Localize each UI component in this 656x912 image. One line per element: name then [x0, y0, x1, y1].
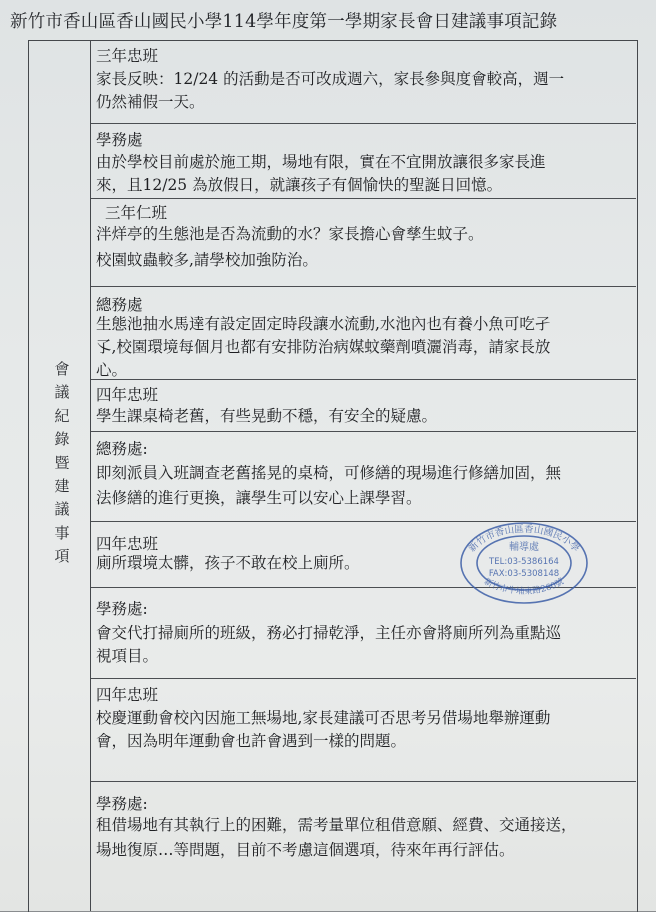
- entry-line: 泮烊亭的生態池是否為流動的水？家長擔心會孳生蚊子。: [96, 225, 484, 243]
- stamp-ring-text: 新竹市香山區香山國民小學: [466, 523, 582, 555]
- stamp-address: 新竹市牛埔東路260號: [482, 576, 566, 597]
- entry-body: [96, 405, 634, 428]
- entry-line: 由於學校目前處於施工期，場地有限，實在不宜開放讓很多家長進: [96, 153, 546, 171]
- entry-heading: 四年忠班: [96, 386, 159, 404]
- stamp-fax: FAX:03-5308148: [488, 569, 560, 579]
- entry-line: 會，因為明年運動會也許會遇到一樣的問題。: [96, 732, 407, 750]
- entry-body: [96, 223, 634, 272]
- entry-row: [91, 40, 636, 124]
- side-label-char: 項: [54, 547, 70, 566]
- entry-line: 即刻派員入班調查老舊搖晃的桌椅，可修繕的現場進行修繕加固，無: [96, 464, 562, 482]
- entry-body: [96, 707, 634, 753]
- entry-row: [91, 432, 636, 522]
- entry-line: 來，且12/25 為放假日，就讓孩子有個愉快的聖誕日回憶。: [96, 176, 503, 194]
- stamp-tel: TEL:03-5386164: [489, 557, 559, 567]
- entry-row: [91, 124, 636, 199]
- entry-line: 租借場地有其執行上的困難，需考量單位租借意願、經費、交通接送，: [96, 816, 577, 834]
- side-label-char: 事: [54, 523, 70, 542]
- entry-body: [96, 313, 634, 382]
- side-label-char: 議: [54, 500, 70, 519]
- side-label-char: 暨: [54, 453, 70, 472]
- entry-body: [96, 814, 634, 862]
- entry-line: 家長反映：12/24 的活動是否可改成週六，家長參與度會較高，週一: [96, 70, 565, 88]
- entry-line: 校園蚊蟲較多,請學校加強防治。: [96, 251, 318, 269]
- side-label-char: 建: [54, 477, 70, 496]
- entry-line: 視項目。: [96, 647, 159, 665]
- entry-line: 場地復原…等問題，目前不考慮這個選項，待來年再行評估。: [96, 841, 515, 859]
- side-label: [50, 358, 74, 569]
- entry-heading: 總務處:: [96, 440, 148, 458]
- entry-heading: 四年忠班: [96, 535, 159, 553]
- entry-body: [96, 151, 634, 197]
- entry-heading: 三年忠班: [96, 47, 159, 65]
- side-label-char: 會: [54, 360, 70, 378]
- entry-line: 廁所環境太髒，孩子不敢在校上廁所。: [96, 554, 360, 572]
- page-title: 新竹市香山區香山國民小學114學年度第一學期家長會日建議事項記錄: [10, 12, 558, 32]
- entry-line: 生態池抽水馬達有設定固定時段讓水流動,水池內也有養小魚可吃孑: [96, 315, 551, 333]
- side-label-char: 錄: [54, 430, 70, 449]
- entry-heading: 學務處:: [96, 795, 148, 813]
- entry-line: 學生課桌椅老舊，有些晃動不穩，有安全的疑慮。: [96, 407, 438, 425]
- entry-line: 會交代打掃廁所的班級，務必打掃乾淨，主任亦會將廁所列為重點巡: [96, 624, 562, 642]
- entry-body: [96, 462, 634, 510]
- stamp-office: 輔導處: [509, 542, 539, 553]
- entry-line: 法修繕的進行更換，讓學生可以安心上課學習。: [96, 489, 422, 507]
- entry-line: 校慶運動會校內因施工無場地,家長建議可否思考另借場地舉辦運動: [96, 709, 551, 727]
- side-label-char: 紀: [54, 406, 70, 425]
- entry-row: [91, 679, 636, 782]
- entry-heading: 四年忠班: [96, 686, 159, 704]
- entry-row: [91, 199, 636, 287]
- entry-row: [91, 782, 636, 911]
- entry-row: [91, 380, 636, 432]
- entry-body: [96, 622, 634, 668]
- entry-heading: 學務處:: [96, 600, 148, 618]
- entry-row: [91, 287, 636, 380]
- entry-heading: 三年仁班: [105, 204, 168, 222]
- entry-heading: 總務處: [96, 296, 143, 314]
- entry-line: 心。: [96, 361, 128, 379]
- entry-line: 仍然補假一天。: [96, 93, 205, 111]
- entry-body: [96, 68, 634, 114]
- office-stamp: [458, 520, 590, 606]
- entry-heading: 學務處: [96, 131, 143, 149]
- entry-line: 孓,校園環境每個月也都有安排防治病媒蚊藥劑噴灑消毒，請家長放: [96, 338, 551, 356]
- side-label-char: 議: [54, 383, 70, 402]
